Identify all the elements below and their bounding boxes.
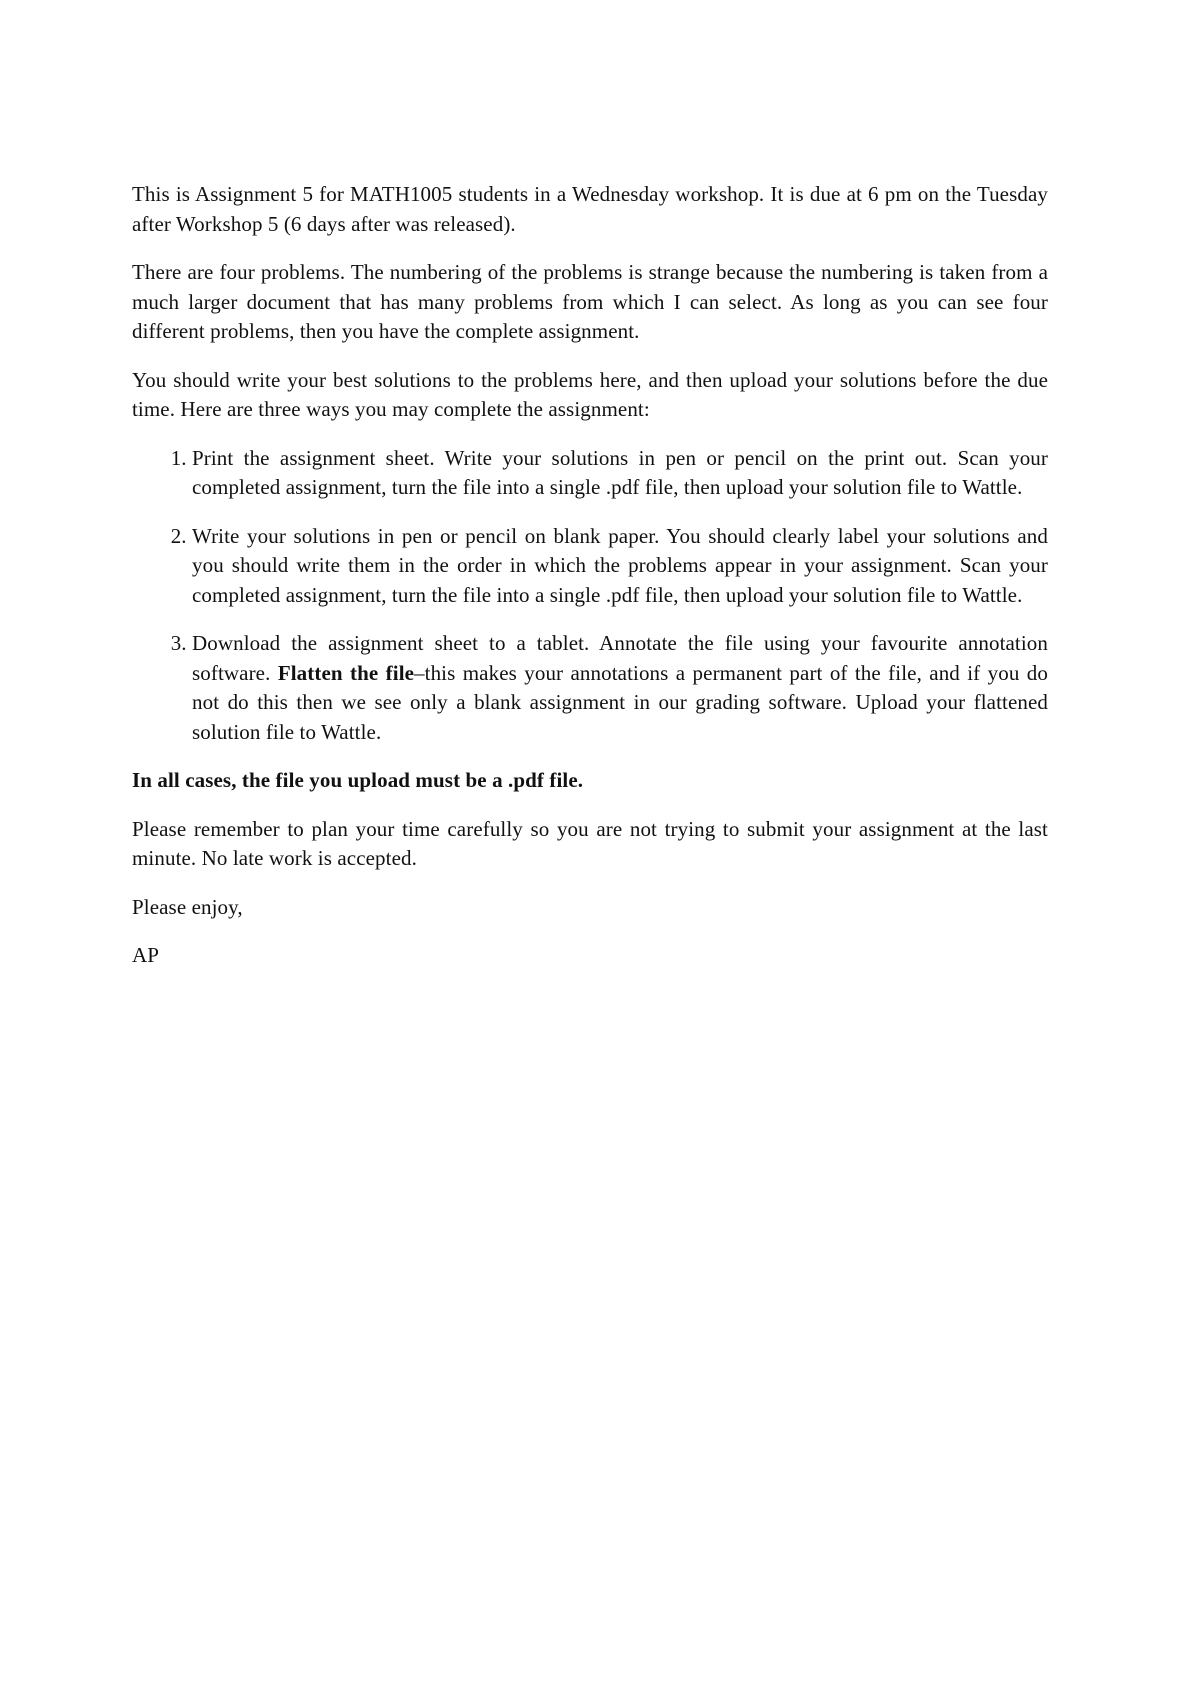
pdf-requirement-notice: In all cases, the file you upload must be a .pdf file. [132, 768, 584, 792]
list-item-tablet-method [192, 629, 1048, 747]
list-item-text: Write your solutions in pen or pencil on blank paper. You should clearly label your solutions and you should write them in the order in which the problems appear in your assignment. Scan your completed assignment, turn the file into a single .pdf file, then upload your solution file to Wattle. [192, 523, 1048, 607]
intro-paragraph-due-date: This is Assignment 5 for MATH1005 students in a Wednesday workshop. It is due at 6 pm on the Tuesday after Workshop 5 (6 days after was released). [132, 182, 1048, 236]
list-item-print-method [192, 444, 1048, 503]
intro-paragraph-problem-count: There are four problems. The numbering of the problems is strange because the numbering is taken from a much larger document that has many problems from which I can select. As long as you can see four different problems, then you have the complete assignment. [132, 260, 1048, 343]
list-item-text-after: –this makes your annotations a permanent part of the file, and if you do not do this then we see only a blank assignment in our grading software. Upload your flattened solution file to Wattle. [192, 660, 1048, 744]
list-item-paper-method [192, 522, 1048, 611]
signature: AP [132, 943, 160, 967]
list-item-emphasis: Flatten the file [277, 660, 415, 685]
assignment-instructions [132, 180, 1048, 990]
list-item-text-before: Download the assignment sheet to a tablet. Annotate the file using your favourite annotation software. [192, 631, 1048, 685]
time-reminder-paragraph: Please remember to plan your time carefully so you are not trying to submit your assignment at the last minute. No late work is accepted. [132, 816, 1048, 870]
list-item-text: Print the assignment sheet. Write your solutions in pen or pencil on the print out. Scan your completed assignment, turn the file into a single .pdf file, then upload your solution file to Wattle. [192, 445, 1048, 499]
intro-paragraph-submission-ways: You should write your best solutions to the problems here, and then upload your solutions before the due time. Here are three ways you may complete the assignment: [132, 367, 1048, 421]
closing-line: Please enjoy, [132, 894, 243, 919]
submission-methods-list [132, 444, 1048, 748]
